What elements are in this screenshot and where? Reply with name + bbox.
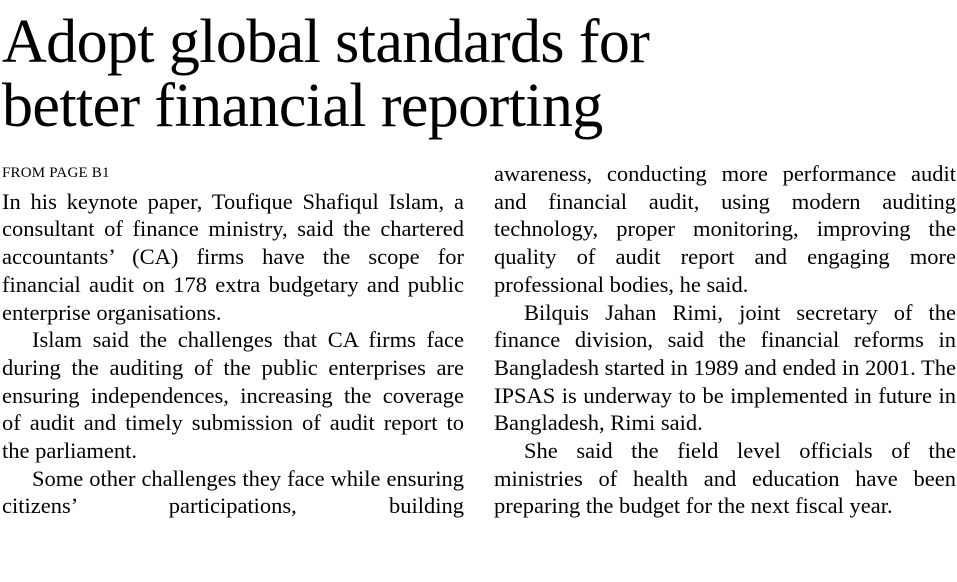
column-right	[494, 160, 956, 520]
headline-line-2: better financial reporting	[2, 72, 603, 140]
column-left	[2, 160, 464, 520]
paragraph-3-continued: awareness, conducting more performance audit and financial audit, using modern auditing technology, proper monitoring, improving the quality of audit report and engaging more professional bodies, he said.	[494, 161, 956, 297]
headline	[2, 10, 952, 138]
paragraph-4: Bilquis Jahan Rimi, joint secretary of the finance division, said the financial reforms in Bangladesh started in 1989 and ended in 2001. The IPSAS is underway to be implemented in future in Bangladesh, Rimi said.	[494, 299, 956, 436]
headline-line-1: Adopt global standards for	[2, 8, 650, 76]
paragraph-1: In his keynote paper, Toufique Shafiqul Islam, a consultant of finance ministry, said the chartered accountants’ (CA) firms have the scope for financial audit on 178 extra budgetary and public enterprise organisations.	[2, 188, 464, 325]
paragraph-5: She said the field level officials of the ministries of health and education have been preparing the budget for the next fiscal year.	[494, 438, 956, 519]
paragraph-3: Some other challenges they face while ensuring citizens’ participations, building	[2, 465, 464, 519]
paragraph-2: Islam said the challenges that CA firms face during the auditing of the public enterprises are ensuring independences, increasing the coverage of audit and timely submission of audit report to the parliament.	[2, 327, 464, 464]
dateline: FROM PAGE B1	[2, 165, 110, 181]
